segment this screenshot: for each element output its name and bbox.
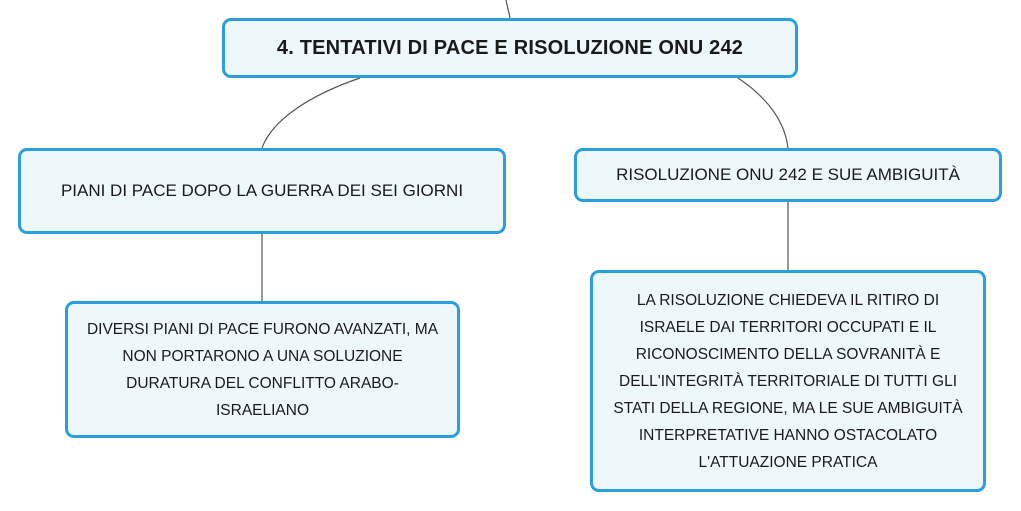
- connector-root-to-right-branch: [738, 78, 788, 148]
- subtopic-node-resolution-detail[interactable]: [590, 270, 986, 492]
- topic-node-peace-plans[interactable]: [18, 148, 506, 234]
- topic-label-resolution-242: RISOLUZIONE ONU 242 E SUE AMBIGUITÀ: [616, 165, 960, 184]
- topic-label-peace-plans: PIANI DI PACE DOPO LA GUERRA DEI SEI GIORNI: [60, 181, 464, 200]
- subtopic-text-resolution-detail: LA RISOLUZIONE CHIEDEVA IL RITIRO DI ISRAELE DAI TERRITORI OCCUPATI E IL RICONOSCIMENTO DELLA SOVRANITÀ E DELL'INTEGRITÀ TERRITORIALE DI TUTTI GLI STATI DELLA REGIONE, MA LE SUE AMBIGUITÀ INTERPRETATIVE HANNO OSTACOLATO L'ATTUAZIONE PRATICA: [613, 291, 963, 471]
- connector-parent-to-root: [506, 0, 510, 18]
- root-topic-label: 4. TENTATIVI DI PACE E RISOLUZIONE ONU 242: [276, 36, 744, 59]
- subtopic-text-peace-plans-detail: DIVERSI PIANI DI PACE FURONO AVANZATI, MA NON PORTARONO A UNA SOLUZIONE DURATURA DEL CONFLITTO ARABO-ISRAELIANO: [86, 320, 439, 419]
- connector-root-to-left-branch: [262, 78, 360, 148]
- subtopic-node-peace-plans-detail[interactable]: [65, 301, 460, 438]
- root-topic-node[interactable]: [222, 18, 798, 78]
- topic-node-resolution-242[interactable]: [574, 148, 1002, 202]
